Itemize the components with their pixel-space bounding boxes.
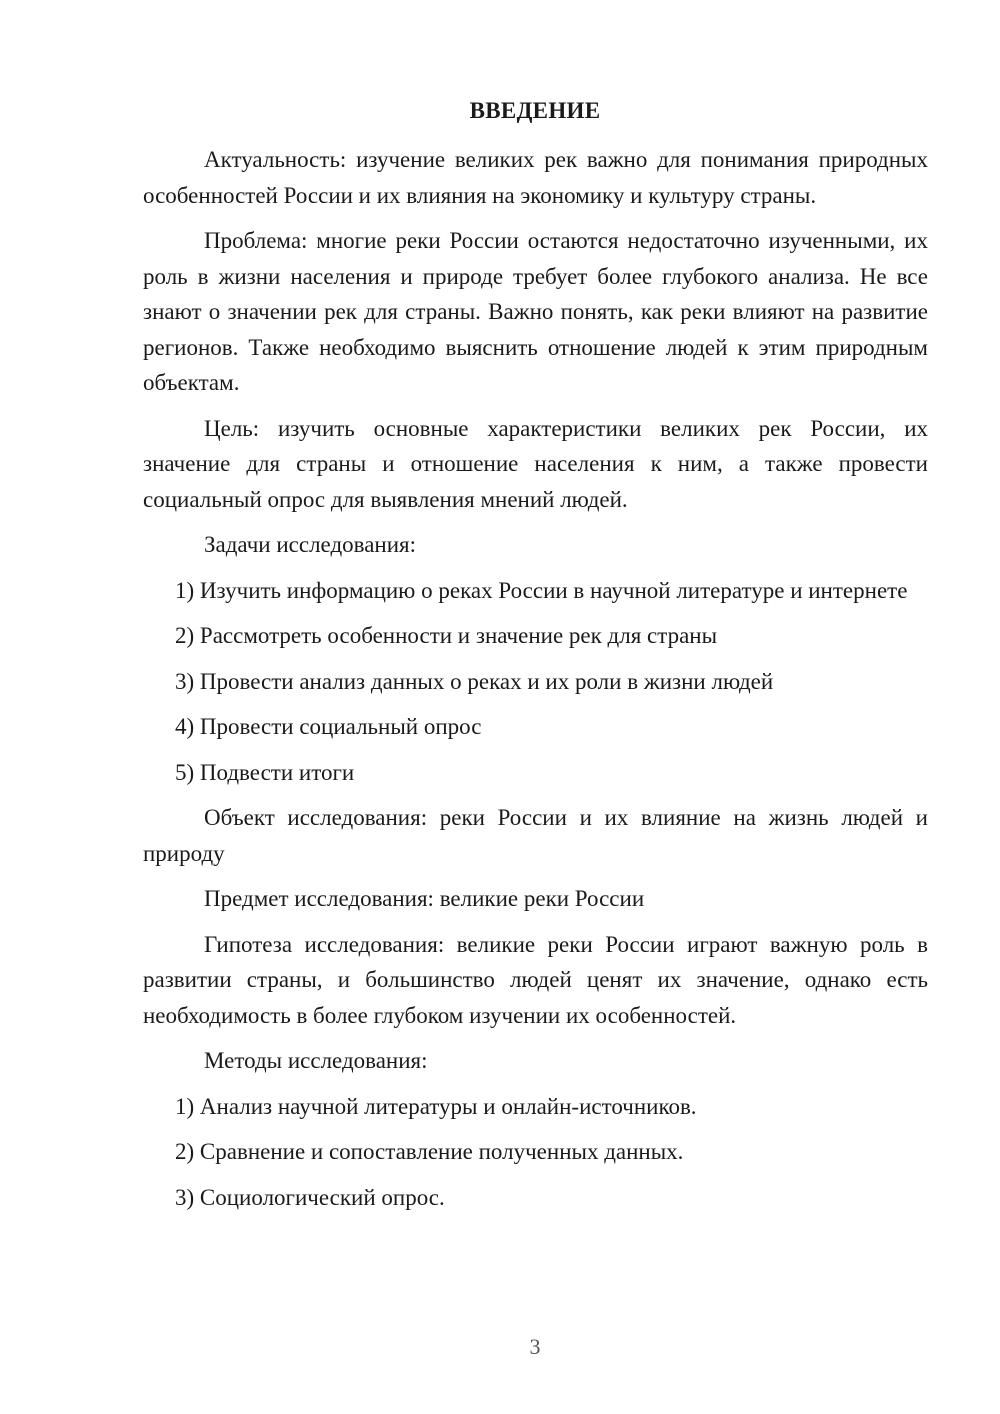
task-item: 3) Провести анализ данных о реках и их роли в жизни людей [175, 668, 774, 694]
document-body [143, 142, 928, 1225]
method-item: 2) Сравнение и сопоставление полученных данных. [175, 1139, 684, 1164]
task-item: 2) Рассмотреть особенности и значение рек для страны [175, 623, 718, 648]
task-item: 4) Провести социальный опрос [175, 714, 482, 739]
task-item: 5) Подвести итоги [175, 759, 355, 785]
paragraph-hypothesis: Гипотеза исследования: великие реки России играют важную роль в развитии страны, и большинство людей ценят их значение, однако есть необходимость в более глубоком изучении их особенностей. [143, 931, 928, 1028]
page-number: 3 [529, 1334, 541, 1359]
tasks-heading: Задачи исследования: [204, 532, 417, 557]
paragraph-relevance: Актуальность: изучение великих рек важно для понимания природных особенностей России и их влияния на экономику и культуру страны. [143, 147, 928, 208]
methods-heading: Методы исследования: [204, 1048, 428, 1073]
paragraph-goal: Цель: изучить основные характеристики великих рек России, их значение для страны и отношение населения к ним, а также провести социальный опрос для выявления мнений людей. [143, 415, 928, 512]
paragraph-problem: Проблема: многие реки России остаются недостаточно изученными, их роль в жизни населения и природе требует более глубокого анализа. Не все знают о значении рек для страны. Важно понять, как реки влияют на развитие регионов. Также необходимо выяснить отношение людей к этим природным объектам. [143, 228, 928, 395]
task-item: 1) Изучить информацию о реках России в научной литературе и интернете [175, 577, 908, 603]
section-title: ВВЕДЕНИЕ [469, 98, 601, 123]
paragraph-object: Объект исследования: реки России и их влияние на жизнь людей и природу [143, 805, 928, 866]
method-item: 1) Анализ научной литературы и онлайн-источников. [175, 1093, 697, 1119]
paragraph-subject: Предмет исследования: великие реки России [204, 886, 645, 911]
method-item: 3) Социологический опрос. [175, 1184, 445, 1210]
